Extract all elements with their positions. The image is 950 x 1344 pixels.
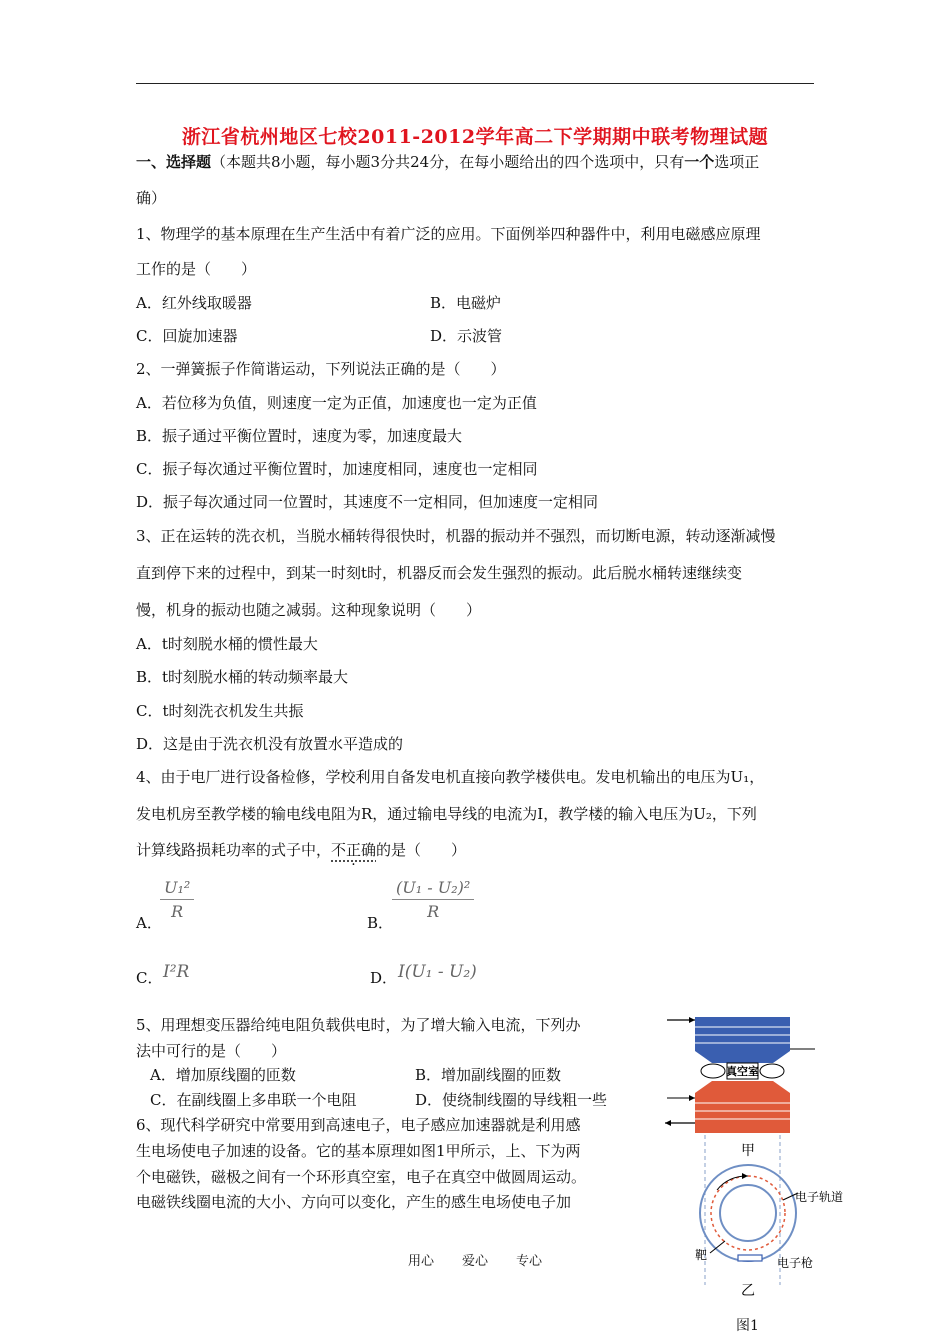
q3-option-c: C．t时刻洗衣机发生共振 xyxy=(136,702,304,720)
q5-option-d: D．使绕制线圈的导线粗一些 xyxy=(415,1091,608,1109)
page-title: 浙江省杭州地区七校2011-2012学年高二下学期期中联考物理试题 xyxy=(181,126,769,148)
q2-stem: 2、一弹簧振子作简谐运动，下列说法正确的是（ ） xyxy=(136,360,506,378)
q3-stem-2: 直到停下来的过程中，到某一时刻t时，机器反而会发生强烈的振动。此后脱水桶转速继续变 xyxy=(136,564,743,582)
q4-option-d-expr: I(U₁ - U₂) xyxy=(398,962,477,982)
q4-option-b-label: B． xyxy=(367,914,394,932)
q4-option-a-fraction: U₁² R xyxy=(160,878,194,921)
q5-option-a: A．增加原线圈的匝数 xyxy=(150,1066,296,1084)
q1-option-d: D．示波管 xyxy=(430,327,503,345)
label-electron-orbit: 电子轨道 xyxy=(795,1190,844,1204)
q4-stem-1: 4、由于电厂进行设备检修，学校利用自备发电机直接向教学楼供电。发电机输出的电压为U₁， xyxy=(136,768,765,786)
q3-option-b: B．t时刻脱水桶的转动频率最大 xyxy=(136,668,349,686)
page-footer: 用心 爱心 专心 xyxy=(407,1254,543,1269)
label-target: 靶 xyxy=(695,1248,708,1262)
header-rule xyxy=(136,83,814,84)
arrow-left-icon xyxy=(665,1120,671,1126)
q6-stem-1: 6、现代科学研究中常要用到高速电子，电子感应加速器就是利用感 xyxy=(136,1116,581,1134)
q5-stem-2: 法中可行的是（ ） xyxy=(136,1042,287,1060)
q4-emphasis: 不正确 xyxy=(331,841,377,859)
q1-stem-2: 工作的是（ ） xyxy=(136,260,257,278)
bottom-electromagnet xyxy=(695,1081,790,1133)
q4-option-b-fraction: (U₁ - U₂)² R xyxy=(392,878,474,921)
q4-stem-3: 计算线路损耗功率的式子中，不正确的是（ ） xyxy=(136,841,467,859)
section-desc-cont: 确） xyxy=(136,189,167,207)
q2-option-a: A．若位移为负值，则速度一定为正值，加速度也一定为正值 xyxy=(136,394,537,412)
q3-stem-3: 慢，机身的振动也随之减弱。这种现象说明（ ） xyxy=(136,601,482,619)
q2-option-b: B．振子通过平衡位置时，速度为零，加速度最大 xyxy=(136,427,463,445)
q4-stem-2: 发电机房至教学楼的输电线电阻为R，通过输电导线的电流为I，教学楼的输入电压为U₂，下列 xyxy=(136,805,757,823)
q6-stem-4: 电磁铁线圈电流的大小、方向可以变化，产生的感生电场使电子加 xyxy=(136,1193,572,1211)
q3-stem-1: 3、正在运转的洗衣机，当脱水桶转得很快时，机器的振动并不强烈，而切断电源，转动逐渐减慢 xyxy=(136,527,776,545)
label-electron-gun: 电子枪 xyxy=(777,1256,814,1270)
vacuum-label: 真空室 xyxy=(726,1065,759,1078)
section-heading: 一、选择题（本题共8小题，每小题3分共24分，在每小题给出的四个选项中，只有一个选项正 xyxy=(136,153,760,171)
arrow-right-icon xyxy=(689,1017,695,1023)
q5-stem-1: 5、用理想变压器给纯电阻负载供电时，为了增大输入电流，下列办 xyxy=(136,1016,581,1034)
q4-option-c-expr: I²R xyxy=(163,962,190,982)
q4-option-d-label: D． xyxy=(370,969,398,987)
q1-option-c: C．回旋加速器 xyxy=(136,327,238,345)
q1-stem-1: 1、物理学的基本原理在生产生活中有着广泛的应用。下面例举四种器件中，利用电磁感应原理 xyxy=(136,225,761,243)
label-jia: 甲 xyxy=(741,1143,755,1159)
figure-caption: 图1 xyxy=(736,1318,759,1334)
q3-option-a: A．t时刻脱水桶的惯性最大 xyxy=(136,635,318,653)
q5-option-c: C．在副线圈上多串联一个电阻 xyxy=(150,1091,357,1109)
top-electromagnet xyxy=(695,1017,790,1063)
arrow-right-icon xyxy=(689,1095,695,1101)
q3-option-d: D．这是由于洗衣机没有放置水平造成的 xyxy=(136,735,404,753)
q6-stem-2: 生电场使电子加速的设备。它的基本原理如图1甲所示，上、下为两 xyxy=(136,1142,581,1160)
q1-option-b: B．电磁炉 xyxy=(430,294,502,312)
q4-option-a-label: A． xyxy=(136,914,162,932)
ring-view xyxy=(700,1165,796,1261)
q5-option-b: B．增加副线圈的匝数 xyxy=(415,1066,562,1084)
q4-option-c-label: C． xyxy=(136,969,163,987)
label-yi: 乙 xyxy=(741,1283,755,1299)
q1-option-a: A．红外线取暖器 xyxy=(136,294,252,312)
q2-option-d: D．振子每次通过同一位置时，其速度不一定相同，但加速度一定相同 xyxy=(136,493,599,511)
q6-stem-3: 个电磁铁，磁极之间有一个环形真空室，电子在真空中做圆周运动。 xyxy=(136,1168,587,1186)
vacuum-chamber xyxy=(701,1063,784,1079)
q2-option-c: C．振子每次通过平衡位置时，加速度相同，速度也一定相同 xyxy=(136,460,538,478)
